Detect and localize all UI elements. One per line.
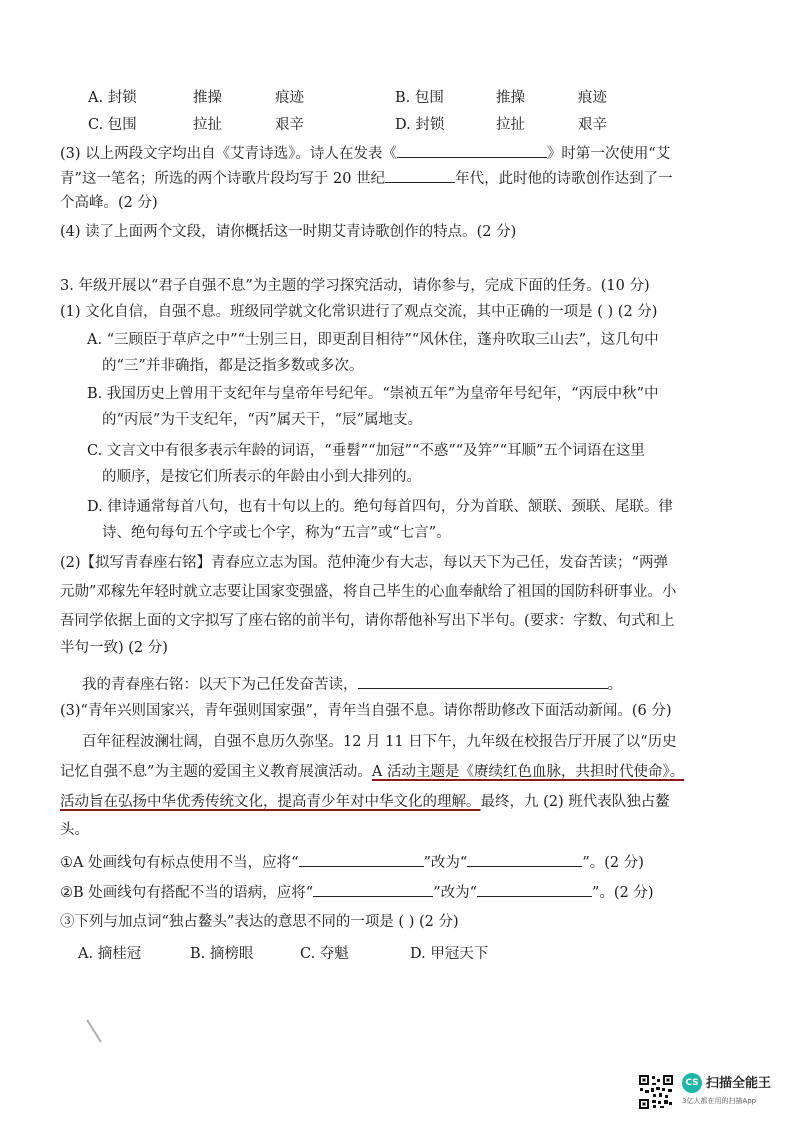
q2-part3-text-a: (3) 以上两段文字均出自《艾青诗选》。诗人在发表《: [60, 146, 397, 162]
q3-sub2: [60, 882, 654, 903]
scanner-app-tagline: 3亿人都在用的扫描App: [682, 1097, 757, 1105]
q2-option-a-word3: 痕迹: [275, 90, 304, 106]
q2-option-c-word3: 艰辛: [275, 117, 304, 133]
q3-option-d-line1: D. 律诗通常每首八句，也有十句以上的。绝句每首四句，分为首联、颔联、颈联、尾联。律: [87, 499, 673, 515]
scanner-app-name: 扫描全能王: [706, 1076, 772, 1091]
q3-sub1-text-b: ”改为“: [423, 855, 468, 871]
q3-sub1-blank-1[interactable]: [299, 852, 424, 867]
q3-sub1-blank-2[interactable]: [467, 852, 582, 867]
q3-news-underline-b: 活动旨在弘扬中华优秀传统文化，提高青少年对中华文化的理解。: [60, 794, 481, 810]
q2-option-a-word2: 推操: [193, 90, 222, 106]
q3-sub2-text-b: ”改为“: [433, 885, 478, 901]
q3-sub2-blank-2[interactable]: [477, 882, 592, 897]
q3-news-text: 记忆自强不息”为主题的爱国主义教育展演活动。: [60, 764, 372, 780]
q2-option-b-word3: 痕迹: [578, 90, 607, 106]
q2-part3-text-c: 青”这一笔名；所选的两个诗歌片段均写于 20 世纪: [60, 171, 386, 187]
q2-option-c-word2: 拉扯: [193, 117, 222, 133]
q3-news-text-end: 最终，九 (2) 班代表队独占鳌: [480, 794, 670, 810]
q3-news-underline-a: A 活动主题是《赓续红色血脉，共担时代使命》。: [371, 764, 685, 780]
q3-option-c-line1: C. 文言文中有很多表示年龄的词语，“垂髫”“加冠”“不惑”“及笄”“耳顺”五个词语在这里: [87, 443, 645, 459]
q3-part2-line3: 吾同学依据上面的文字拟写了座右铭的前半句，请你帮他补写出下半句。(要求：字数、句式和上: [60, 613, 675, 629]
q2-part3-line3: 个高峰。(2 分): [60, 195, 158, 211]
q2-option-c: C. 包围: [88, 117, 137, 133]
q3-sub3: ③下列与加点词“独占鳌头”表达的意思不同的一项是 ( ) (2 分): [60, 914, 459, 930]
q3-motto-blank[interactable]: [358, 674, 608, 689]
q3-sub1-text-c: ”。(2 分): [582, 855, 644, 871]
q2-option-b: B. 包围: [395, 90, 444, 106]
q2-part3-blank-decade[interactable]: [385, 168, 455, 183]
q3-final-option-d: D. 甲冠天下: [410, 946, 489, 962]
qr-code-icon: [638, 1074, 674, 1110]
q2-option-row-1: [0, 88, 794, 108]
scanner-watermark: [638, 1068, 788, 1112]
q3-sub2-text-c: ”。(2 分): [592, 885, 654, 901]
q3-option-b-line1: B. 我国历史上曾用干支纪年与皇帝年号纪年。“崇祯五年”为皇帝年号纪年，“丙辰中秋”中: [87, 386, 659, 402]
q3-sub1: [60, 852, 644, 873]
q2-part3-line1: [60, 143, 670, 164]
q3-final-options: [0, 944, 794, 964]
q2-part3-blank-title[interactable]: [397, 143, 547, 158]
q2-option-d-word2: 拉扯: [496, 117, 525, 133]
camscanner-logo-icon: CS: [682, 1073, 702, 1093]
q2-part4: (4) 读了上面两个文段，请你概括这一时期艾青诗歌创作的特点。(2 分): [60, 224, 517, 240]
q3-title: 3. 年级开展以“君子自强不息”为主题的学习探究活动，请你参与，完成下面的任务。(10 分): [60, 278, 650, 294]
q3-sub2-blank-1[interactable]: [313, 882, 433, 897]
q2-option-d-word3: 艰辛: [578, 117, 607, 133]
q3-final-option-a: A. 摘桂冠: [78, 946, 142, 962]
q3-part2-line1: (2)【拟写青春座右铭】青春应立志为国。范仲淹少有大志，每以天下为己任，发奋苦读；“两弹: [60, 555, 668, 571]
q3-motto-prompt: 我的青春座右铭：以天下为己任发奋苦读，: [82, 677, 358, 693]
q3-motto-period: 。: [607, 677, 622, 693]
q3-news-line2: [60, 762, 684, 782]
q3-option-d-line2: 诗、绝句每句五个字或七个字，称为“五言”或“七言”。: [102, 525, 451, 541]
q3-part1: (1) 文化自信，自强不息。班级同学就文化常识进行了观点交流，其中正确的一项是 ( ) (2 分): [60, 304, 658, 320]
pen-mark: [86, 1019, 101, 1042]
q3-part2-line2: 元勋”邓稼先年轻时就立志要让国家变强盛，将自己毕生的心血奉献给了祖国的国防科研事业。小: [60, 584, 677, 600]
q2-option-row-2: [0, 115, 794, 135]
q3-option-a-line1: A. “三顾臣于草庐之中”“士别三日，即更刮目相待”“风休住，蓬舟吹取三山去”，这几句中: [87, 332, 659, 348]
q3-option-c-line2: 的顺序，是按它们所表示的年龄由小到大排列的。: [102, 469, 421, 485]
q3-final-option-c: C. 夺魁: [300, 946, 349, 962]
q3-final-option-b: B. 摘榜眼: [190, 946, 254, 962]
q2-part3-text-b: 》时第一次使用“艾: [546, 146, 671, 162]
q3-part3: (3)“青年兴则国家兴，青年强则国家强”，青年当自强不息。请你帮助修改下面活动新闻。(6 分): [60, 703, 672, 719]
q2-option-d: D. 封锁: [395, 117, 445, 133]
q3-motto: [82, 674, 622, 695]
q2-part3-text-d: 年代，此时他的诗歌创作达到了一: [455, 171, 673, 187]
q3-news-line4: 头。: [60, 822, 89, 838]
q3-news-line3: [60, 792, 670, 812]
q2-option-b-word2: 推操: [496, 90, 525, 106]
q2-option-a: A. 封锁: [88, 90, 137, 106]
q3-option-a-line2: 的“三”并非确指，都是泛指多数或多次。: [102, 358, 364, 374]
q3-news-line1: 百年征程波澜壮阔，自强不息历久弥坚。12 月 11 日下午，九年级在校报告厅开展了以“历史: [82, 734, 677, 750]
q3-part2-line4: 半句一致) (2 分): [60, 640, 168, 656]
q2-part3-line2: [60, 168, 673, 189]
q3-option-b-line2: 的“丙辰”为干支纪年，“丙”属天干，“辰”属地支。: [102, 412, 422, 428]
q3-sub2-text-a: ②B 处画线句有搭配不当的语病，应将“: [60, 885, 314, 901]
q3-sub1-text-a: ①A 处画线句有标点使用不当，应将“: [60, 855, 299, 871]
